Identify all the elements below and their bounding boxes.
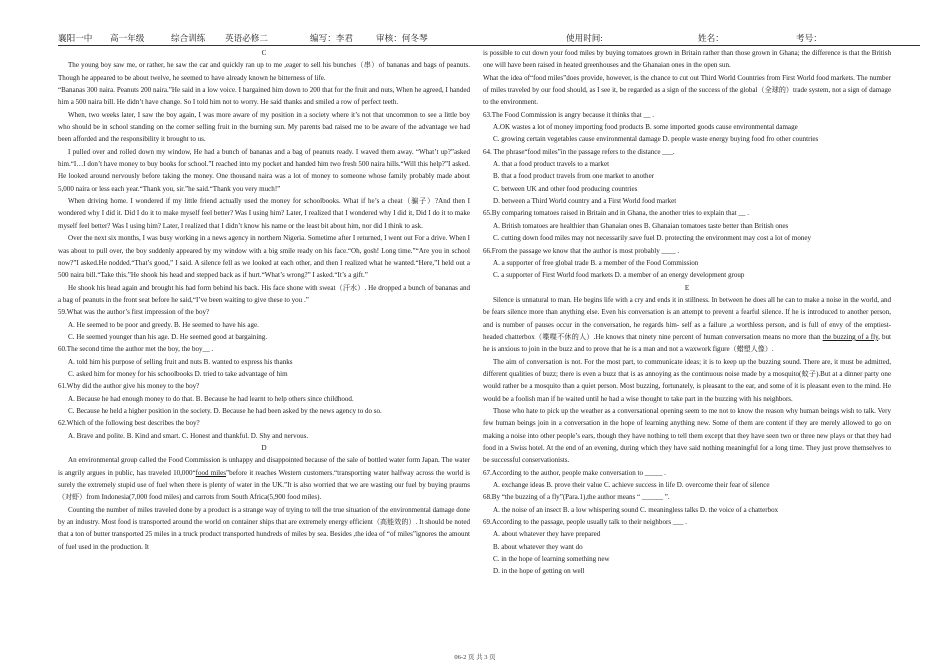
- passage-d-paragraph: Counting the number of miles traveled done by a product is a strange way of trying to tell the true situation of the environmental damage done by an industry. Most food is transported around the world on container ships that are extremely energy efficient（高能效的）. It should be noted that a ton of butter transported 25 miles in a truck product transported hundreds of miles by sea. Besides ,the idea of “of miles”ignores the amount of fuel used in the production. It: [58, 505, 470, 551]
- question-61-options-cd: C. Because he held a higher position in the society. D. Because he had been asked by the news agency to do so.: [68, 406, 382, 415]
- question-61: 61.Why did the author give his money to the boy?: [58, 382, 200, 391]
- passage-c-paragraph: “Bananas 300 naira. Peanuts 200 naira.”He said in a low voice. I bargained him down to 200 that for the fruit and nuts, When he agreed, I handed him a 500 naira bill. He didn’t have change. So I told him not to worry. He said thanks and smiled a row of perfect teeth.: [58, 86, 470, 107]
- header-grade: 高一年级: [110, 33, 145, 43]
- question-64: 64. The phrase“food miles”in the passage refers to the distance ___.: [483, 147, 675, 156]
- passage-c-paragraph: I pulled over and rolled down my window, He had a bunch of bananas and a bag of peanuts ready. I waved them away. “What’t up?”asked him.“I…I don’t have money to buy books for school.”I reached into my pocket and handed him two fresh 500 naira hills.“Will this help?”I asked. He looked around nervously before taking the money. One thousand naira was a lot of money to someone whose family probably made about 5,000 naira or less each year.“Thank you, sir.”he said.“Thank you very much!”: [58, 147, 470, 193]
- header-type: 综合训练: [171, 33, 206, 43]
- page-header: [58, 32, 920, 46]
- question-69: 69.According to the passage, people usually talk to their neighbors ___ .: [483, 518, 687, 527]
- underlined-phrase: food miles: [195, 468, 227, 477]
- question-60-options-cd: C. asked him for money for his schoolbooks D. tried to take advantage of him: [68, 369, 288, 378]
- section-d-title: D: [261, 444, 267, 452]
- question-69-option-d: D. in the hope of getting on well: [493, 567, 585, 576]
- question-65-options-cd: C. cutting down food miles may not necessarily save fuel D. protecting the environment may cost a lot of money: [493, 234, 812, 243]
- text-run: ”before it reaches Western customers.“transporting water halfway across the world is surely the extremely stupid use of fuel when there is plenty of water in the UK.”It is also worried that we are wasting our fuel by buying praums（对虾）from Indonesia(7,000 food miles) and carrots from South Africa(5,900 food miles).: [58, 468, 470, 502]
- header-subject: 英语必修二: [225, 33, 268, 43]
- question-68-options: A. the noise of an insect B. a low whispering sound C. meaningless talks D. the voice of a chatterbox: [493, 505, 779, 514]
- header-editor: 编写：李君: [310, 33, 353, 43]
- passage-d-paragraph: [58, 454, 470, 503]
- question-59: 59.What was the author’s first impression of the boy?: [58, 308, 210, 317]
- left-column: [58, 47, 470, 553]
- section-c-title: C: [261, 49, 267, 57]
- question-59-options-cd: C. He seemed younger than his age. D. He seemed good at bargaining.: [68, 332, 268, 341]
- passage-e-paragraph: Those who hate to pick up the weather as a conversational opening seem to me not to know the reason why human beings wish to talk. Very few human beings join in a conversation in the hope of learning anything new. Some of them are content if they are merely allowed to go on making a noise into other people’s ears, though they have nothing to tell them except that they have seen two or three new plays or that they had food in a Swiss hotel. At the end of an evening, during which they have said nothing meaningful for a long time. They just prove themselves to be successful conservationists.: [483, 406, 891, 465]
- header-school: 襄阳一中: [58, 33, 93, 43]
- question-69-option-b: B. about whatever they want do: [493, 542, 583, 551]
- question-67-options: A. exchange ideas B. prove their value C. achieve success in life D. overcome their fear of silence: [493, 481, 770, 490]
- header-name: 姓名：: [698, 33, 724, 43]
- question-65-options-ab: A. British tomatoes are healthier than Ghanaian ones B. Ghanaian tomatoes taste better than British ones: [493, 221, 789, 230]
- question-62: 62.Which of the following best describes the boy?: [58, 419, 200, 428]
- passage-e-paragraph: [483, 294, 891, 356]
- question-67: 67.According to the author, people make conversation to _____ .: [483, 468, 666, 477]
- question-60: 60.The second time the author met the boy, the boy__ .: [58, 345, 214, 354]
- question-63: 63.The Food Commission is angry because it thinks that __ .: [483, 110, 655, 119]
- question-64-option-c: C. between UK and other food producing countries: [493, 184, 638, 193]
- question-64-option-a: A. that a food product travels to a market: [493, 160, 610, 169]
- passage-c-paragraph: When, two weeks later, I saw the boy again, I was more aware of my position in a society where it’s not that uncommon to see a little boy who should be in school standing on the corner selling fruit in the burning sun. My parents bad raised me to be aware of the advantage we had been afforded and the responsibility it brought to us.: [58, 110, 470, 144]
- section-e-title: E: [684, 283, 690, 292]
- text-run: Silence is unnatural to man. He begins life with a cry and ends it in stillness. In between he does all he can to make a noise in the world, and be fears silence more than anything else. Even his conversation is an attempt to prevent a fearful silence. If he is introduced to another person, and is number of pauses occur in the conversation, he regards him- self as a failure ,a worthless person, and is full of envy of the emptiest- headed chatterbox（喋喋不休的人）.He knows that ninety nine percent of human conversation means no more than: [483, 295, 891, 341]
- passage-d-paragraph: What the idea of“food miles”does provide, however, is the chance to cut out Third World Countries from First World food markets. The number of miles traveled by our food should, as I see it, be regarded as a sign of the success of the global（全球的）trade system, not a sign of damage to the environment.: [483, 73, 891, 107]
- question-66-options-cd: C. a supporter of First World food markets D. a member of an energy development group: [493, 271, 745, 280]
- passage-c-paragraph: Over the next six months, I was busy working in a news agency in northern Nigeria. Sometime after I returned, I went out For a drive. When I was about to pull over, the boy suddenly appeared by my window with a big smile ready on his face.“Oh, gosh! Long time.”“Are you in school now?”I asked.He nodded.“That’s good,” I said. A silence fell as we looked at each other, and then I realized what he wanted.“Here,”I held out a 500 naira bill.“Take this.”He shook his head and stepped back as if hurt.“What’s wrong?” I asked.“It’s a gift.”: [58, 234, 470, 280]
- text-run: , but he is anxious to join in the buzz and to prove that he is a man and not a waxwork figure（蜡塑人像）.: [483, 332, 891, 354]
- right-column: [483, 47, 891, 578]
- question-69-option-a: A. about whatever they have prepared: [493, 530, 601, 539]
- header-divider: [58, 45, 920, 46]
- passage-c-paragraph: He shook his head again and brought his had form behind his back. His face shone with sweat（汗水）. He dropped a bunch of bananas and a bag of peanuts in the front seat before he said,“I’ve been waiting to give these to you .”: [58, 283, 470, 304]
- question-68: 68.By “the buzzing of a fly”(Para.1),the author means “ ______ ”.: [483, 493, 670, 502]
- question-63-options-cd: C. growing certain vegetables cause environmental damage D. people waste energy buying food fro other countries: [493, 135, 819, 144]
- passage-c-paragraph: The young boy saw me, or rather, he saw the car and quickly ran up to me ,eager to sell his bunches（串）of bananas and bags of peanuts. Though he appeared to be about twelve, he seemed to have already known he bitterness of life.: [58, 61, 470, 82]
- passage-d-continued: is possible to cut down your food miles by buying tomatoes grown in Britain rather than those grown in Ghana; the difference is that the British one will have been raised in heated greenhouses and the Ghanaian ones in the open sun.: [483, 49, 891, 70]
- passage-e-paragraph: The aim of conversation is not. For the most part, to communicate ideas; it is to keep up the buzzing sound. There are, it must be admitted, different qualities of buzz; there is even a buzz that is as annoying as the continuous noise made by a mosquito(蚊子).But at a dinner party one would rather be a mosquito than a quiet person. Most buzzing, fortunately, is pleasant to the ear, and some of it is pleasant even to the mind. He would be a foolish man if he waited until he had a wise thought to take part in the buzzing with his neighbors.: [483, 357, 891, 403]
- question-64-option-b: B. that a food product travels from one market to another: [493, 172, 655, 181]
- page-footer: 06-2 页 共 3 页: [454, 654, 496, 661]
- question-66-options-ab: A. a supporter of free global trade B. a member of the Food Commission: [493, 258, 699, 267]
- question-65: 65.By comparing tomatoes raised in Britain and in Ghana, the another tries to explain that __ .: [483, 209, 749, 218]
- header-reviewer: 审核：何冬琴: [376, 33, 428, 43]
- header-exam-no: 考号：: [796, 33, 822, 43]
- question-60-options-ab: A. told him his purpose of selling fruit and nuts B. wanted to express his thanks: [68, 357, 293, 366]
- question-61-options-ab: A. Because he had enough money to do that. B. Because he had learnt to help others since childhood.: [68, 394, 354, 403]
- question-69-option-c: C. in the hope of learning something new: [493, 555, 610, 564]
- question-64-option-d: D. between a Third World country and a First World food market: [493, 197, 677, 206]
- question-66: 66.From the passage we know that the author is most probably ____ .: [483, 246, 680, 255]
- question-59-options-ab: A. He seemed to be poor and greedy. B. He seemed to have his age.: [68, 320, 259, 329]
- text-run: An environmental group called the Food Commission is unhappy and disappointed because of the sale of bottled water form Japan. The water is angrily argues in public, has traveled 10,000“: [58, 456, 470, 477]
- header-use-time: 使用时间:: [566, 33, 603, 43]
- underlined-phrase: the buzzing of a fly: [822, 332, 879, 341]
- passage-c-paragraph: When driving home. I wondered if my little friend actually used the money for schoolbooks. What if he’s a cheat（骗子）?And then I wondered why I did it. Did I do it to make myself feel better? Was I using him? Later, I realized that I wondered why I did it, Did I do it to make myself feel better? Was I using him? Later, I realized that I didn’t know his name or the least bit about him, nor did I think to ask.: [58, 197, 470, 230]
- question-63-options-ab: A.OK wastes a lot of money importing food products B. some imported goods cause environmental damage: [493, 123, 798, 132]
- question-62-options: A. Brave and polite. B. Kind and smart. C. Honest and thankful. D. Shy and nervous.: [68, 431, 309, 440]
